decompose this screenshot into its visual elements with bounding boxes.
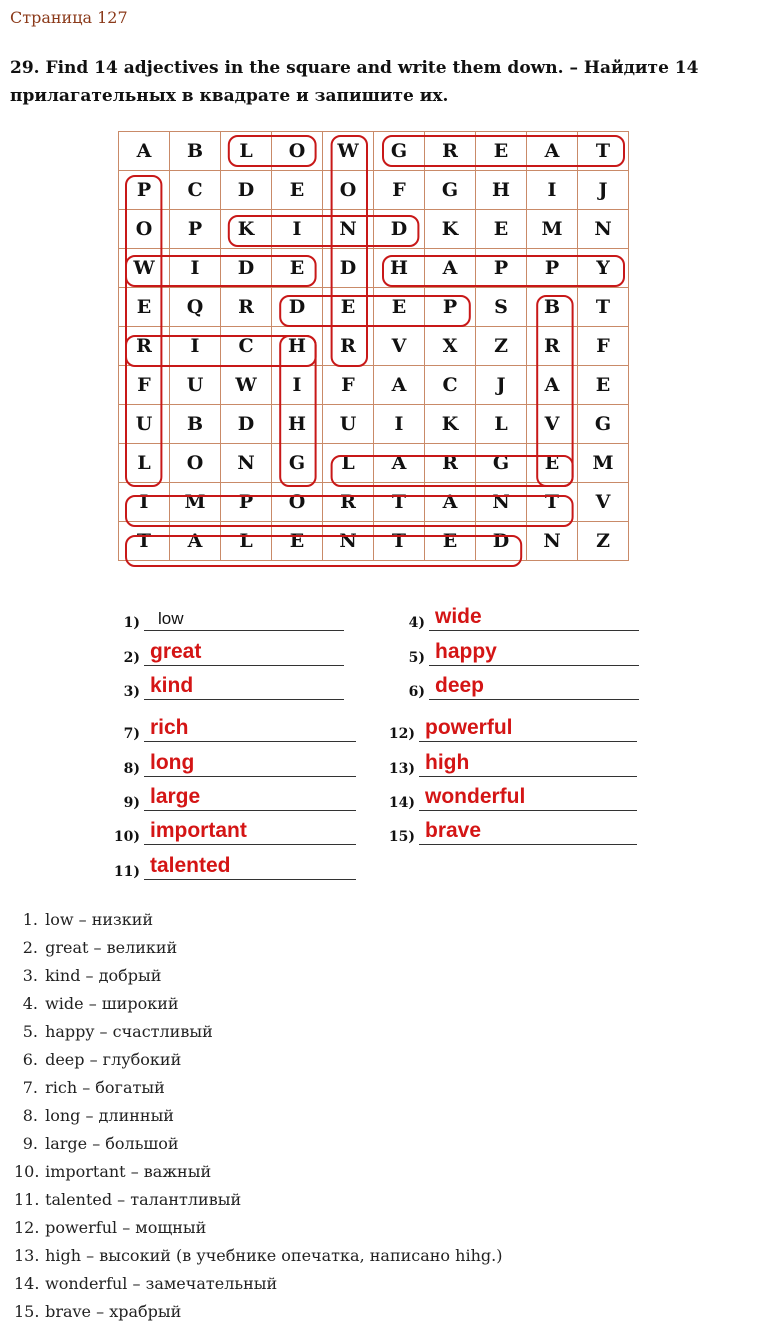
answer-number: 10) [113,829,140,845]
grid-cell: W [323,132,374,171]
grid-cell: P [119,171,170,210]
grid-cell: E [578,366,629,405]
answer-item [387,784,637,811]
grid-cell: O [272,132,323,171]
grid-row [119,210,629,249]
grid-cell: T [374,483,425,522]
answer-item [397,604,639,631]
translation-number: 15. [14,1302,40,1321]
grid-cell: V [527,405,578,444]
answer-word: powerful [425,716,513,739]
grid-row [119,327,629,366]
grid-cell: P [425,288,476,327]
grid-cell: M [527,210,578,249]
translation-text: kind – добрый [40,966,162,985]
grid-cell: I [119,483,170,522]
answer-item [387,715,637,742]
grid-cell: U [119,405,170,444]
answer-word: high [425,751,470,774]
grid-cell: L [119,444,170,483]
grid-cell: D [221,171,272,210]
grid-cell: G [476,444,527,483]
answer-word: kind [150,674,194,697]
answer-number: 9) [123,795,140,811]
grid-cell: Q [170,288,221,327]
grid-row [119,483,629,522]
translation-text: high – высокий (в учебнике опечатка, написано hihg.) [40,1246,503,1265]
grid-cell: F [323,366,374,405]
answer-item [112,673,344,700]
translation-text: powerful – мощный [40,1218,207,1237]
grid-cell: T [374,522,425,561]
grid-cell: G [578,405,629,444]
translation-number: 3. [22,966,38,985]
translation-item [14,962,502,990]
grid-cell: A [374,444,425,483]
letter-grid [118,131,629,561]
translation-text: wonderful – замечательный [40,1274,278,1293]
grid-cell: R [323,327,374,366]
grid-cell: R [221,288,272,327]
answer-item [112,818,356,845]
answer-word: deep [435,674,485,697]
grid-cell: Y [578,249,629,288]
translation-text: wide – широкий [40,994,179,1013]
translation-number: 4. [22,994,38,1013]
grid-cell: D [374,210,425,249]
translation-text: rich – богатый [40,1078,165,1097]
translation-number: 1. [22,910,38,929]
answer-number: 7) [123,726,140,742]
grid-cell: C [425,366,476,405]
answer-number: 8) [123,761,140,777]
grid-cell: L [221,132,272,171]
translation-text: long – длинный [40,1106,174,1125]
translation-item [14,1214,502,1242]
answer-word: wide [435,605,482,628]
translation-text: large – большой [40,1134,179,1153]
grid-cell: R [425,132,476,171]
answer-number: 11) [113,864,140,880]
grid-cell: H [374,249,425,288]
grid-cell: E [119,288,170,327]
answer-line [419,715,637,742]
translation-number: 12. [14,1218,40,1237]
answer-line [144,853,356,880]
grid-cell: N [578,210,629,249]
answer-line [419,750,637,777]
translation-text: deep – глубокий [40,1050,182,1069]
grid-cell: O [170,444,221,483]
translation-item [14,1186,502,1214]
grid-cell: A [119,132,170,171]
answer-item [397,639,639,666]
answer-line [429,673,639,700]
grid-cell: I [272,210,323,249]
grid-row [119,171,629,210]
grid-row [119,366,629,405]
answer-item [112,750,356,777]
grid-cell: H [272,327,323,366]
grid-cell: P [170,210,221,249]
answer-line [419,818,637,845]
answer-word: talented [150,854,231,877]
grid-cell: E [272,522,323,561]
grid-cell: U [170,366,221,405]
answer-word: wonderful [425,785,526,808]
answer-item [397,673,639,700]
translation-number: 11. [14,1190,40,1209]
answer-number: 14) [388,795,415,811]
grid-cell: E [323,288,374,327]
translation-text: brave – храбрый [40,1302,182,1321]
translation-item [14,1158,502,1186]
answer-line [144,604,344,631]
grid-cell: T [527,483,578,522]
grid-cell: L [221,522,272,561]
translation-item [14,906,502,934]
grid-cell: I [170,327,221,366]
grid-cell: R [119,327,170,366]
translation-number: 14. [14,1274,40,1293]
translation-text: talented – талантливый [40,1190,242,1209]
answer-item [112,604,344,631]
answer-number: 1) [123,615,140,631]
grid-cell: F [119,366,170,405]
answer-word: great [150,640,202,663]
translation-text: important – важный [40,1162,212,1181]
grid-cell: I [170,249,221,288]
grid-cell: T [578,132,629,171]
grid-cell: L [476,405,527,444]
translation-item [14,934,502,962]
grid-cell: D [221,249,272,288]
answer-item [387,818,637,845]
grid-cell: E [476,210,527,249]
grid-cell: A [170,522,221,561]
answer-number: 15) [388,829,415,845]
grid-cell: K [425,405,476,444]
grid-cell: K [425,210,476,249]
grid-cell: T [578,288,629,327]
grid-row [119,249,629,288]
grid-cell: R [323,483,374,522]
translation-item [14,1242,502,1270]
grid-row [119,288,629,327]
grid-cell: M [170,483,221,522]
grid-cell: O [272,483,323,522]
grid-cell: N [323,210,374,249]
grid-cell: A [425,483,476,522]
answer-number: 3) [123,684,140,700]
translation-item [14,1102,502,1130]
grid-cell: I [272,366,323,405]
translation-item [14,990,502,1018]
translation-number: 6. [22,1050,38,1069]
answer-item [112,639,344,666]
grid-cell: I [527,171,578,210]
grid-cell: Z [578,522,629,561]
grid-cell: O [323,171,374,210]
grid-cell: L [323,444,374,483]
grid-cell: D [221,405,272,444]
grid-cell: N [221,444,272,483]
page-label: Страница 127 [10,8,128,27]
answer-number: 12) [388,726,415,742]
grid-cell: H [476,171,527,210]
grid-cell: P [221,483,272,522]
grid-cell: E [476,132,527,171]
answer-word: happy [435,640,497,663]
grid-cell: A [374,366,425,405]
translation-number: 9. [22,1134,38,1153]
grid-cell: V [374,327,425,366]
translation-text: happy – счастливый [40,1022,213,1041]
grid-cell: G [425,171,476,210]
grid-cell: I [374,405,425,444]
grid-cell: D [272,288,323,327]
grid-cell: M [578,444,629,483]
grid-cell: R [527,327,578,366]
word-search-puzzle [118,131,632,571]
grid-cell: Z [476,327,527,366]
answer-line [429,604,639,631]
answer-word: brave [425,819,482,842]
translation-number: 10. [14,1162,40,1181]
grid-cell: A [527,366,578,405]
answer-word: low [158,609,184,628]
answer-line [144,639,344,666]
translation-number: 8. [22,1106,38,1125]
grid-cell: V [578,483,629,522]
answer-number: 2) [123,650,140,666]
grid-cell: D [323,249,374,288]
grid-row [119,405,629,444]
answer-word: long [150,751,195,774]
grid-cell: B [527,288,578,327]
answer-item [112,853,356,880]
answer-line [144,715,356,742]
translation-text: low – низкий [40,910,154,929]
grid-cell: E [527,444,578,483]
grid-cell: F [374,171,425,210]
grid-cell: N [323,522,374,561]
grid-cell: C [221,327,272,366]
grid-cell: A [425,249,476,288]
grid-cell: T [119,522,170,561]
translation-list [14,906,502,1326]
translation-item [14,1046,502,1074]
answer-item [112,784,356,811]
answer-item [387,750,637,777]
answer-line [144,818,356,845]
grid-cell: W [221,366,272,405]
answer-item [112,715,356,742]
grid-cell: B [170,132,221,171]
answer-line [144,784,356,811]
translation-number: 13. [14,1246,40,1265]
grid-cell: R [425,444,476,483]
grid-cell: E [425,522,476,561]
translation-item [14,1298,502,1326]
grid-cell: U [323,405,374,444]
answer-number: 6) [408,684,425,700]
grid-row [119,132,629,171]
grid-cell: E [374,288,425,327]
grid-cell: C [170,171,221,210]
translation-text: great – великий [40,938,178,957]
grid-cell: F [578,327,629,366]
grid-cell: J [476,366,527,405]
grid-row [119,444,629,483]
translation-number: 7. [22,1078,38,1097]
translation-item [14,1074,502,1102]
translation-item [14,1130,502,1158]
grid-cell: E [272,171,323,210]
grid-cell: E [272,249,323,288]
grid-cell: W [119,249,170,288]
grid-cell: J [578,171,629,210]
answer-word: important [150,819,247,842]
grid-cell: O [119,210,170,249]
answer-word: rich [150,716,189,739]
grid-cell: N [527,522,578,561]
translation-item [14,1270,502,1298]
answer-line [429,639,639,666]
translation-item [14,1018,502,1046]
grid-cell: A [527,132,578,171]
answer-line [144,750,356,777]
answer-number: 4) [408,615,425,631]
grid-cell: D [476,522,527,561]
answer-word: large [150,785,201,808]
grid-cell: S [476,288,527,327]
answer-number: 13) [388,761,415,777]
task-text: 29. Find 14 adjectives in the square and write them down. – Найдите 14 прилагательных в квадрате и запишите их. [10,58,699,106]
grid-cell: K [221,210,272,249]
grid-cell: H [272,405,323,444]
answer-number: 5) [408,650,425,666]
grid-cell: X [425,327,476,366]
translation-number: 2. [22,938,38,957]
grid-cell: P [527,249,578,288]
answer-line [419,784,637,811]
answer-line [144,673,344,700]
grid-cell: N [476,483,527,522]
grid-cell: P [476,249,527,288]
grid-row [119,522,629,561]
grid-cell: B [170,405,221,444]
grid-cell: G [272,444,323,483]
translation-number: 5. [22,1022,38,1041]
grid-cell: G [374,132,425,171]
